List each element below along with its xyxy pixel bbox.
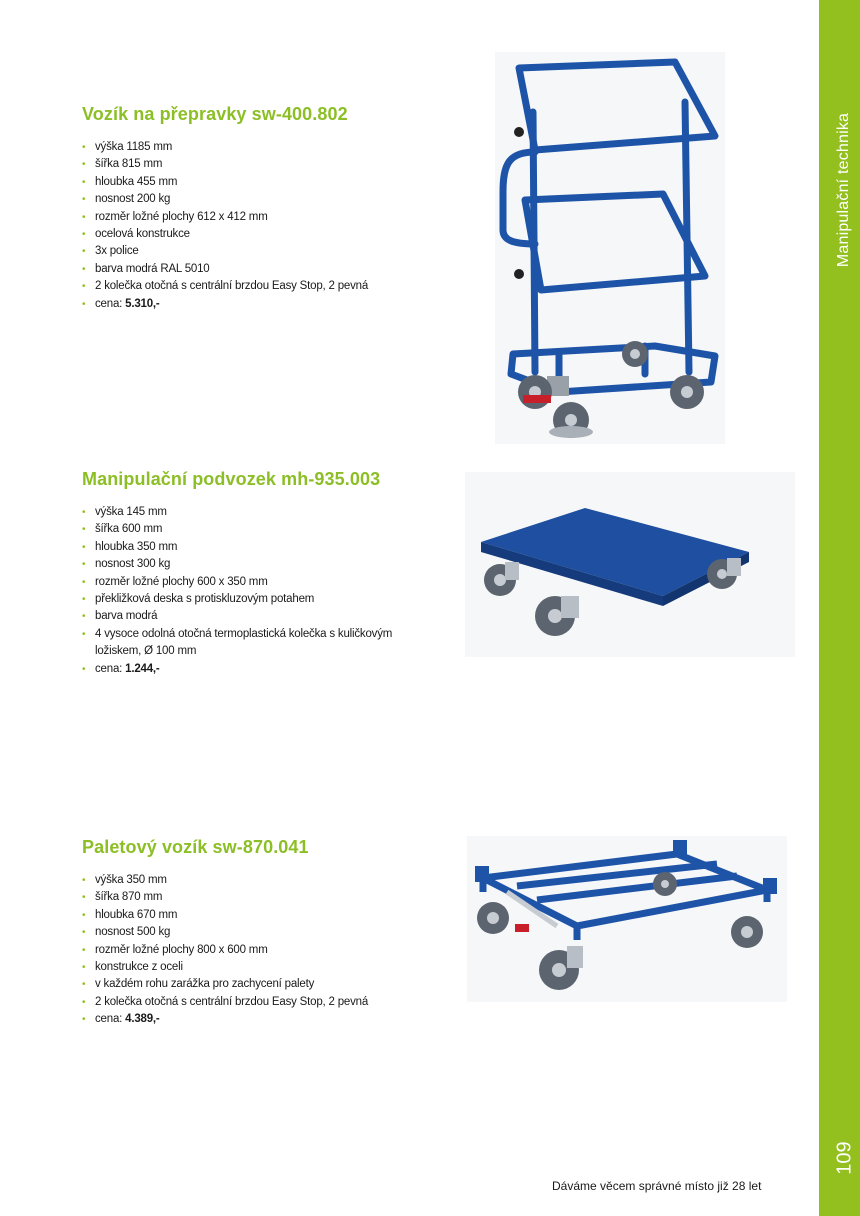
spec-item: • překližková deska s protiskluzovým potahem <box>82 591 435 608</box>
product-title: Vozík na přepravky sw-400.802 <box>82 104 348 124</box>
spec-item: • hloubka 350 mm <box>82 539 435 556</box>
spec-item: • výška 350 mm <box>82 872 368 889</box>
price-item <box>82 661 435 678</box>
product-dolly <box>82 469 435 678</box>
price-label: cena: <box>95 1013 126 1026</box>
spec-item: • nosnost 500 kg <box>82 924 368 941</box>
price-value: 1.244,- <box>125 662 160 675</box>
product-pallet-trolley <box>82 837 368 1029</box>
price-item <box>82 296 368 313</box>
spec-item: • barva modrá <box>82 608 435 625</box>
footer-slogan: Dáváme věcem správné místo již 28 let <box>552 1179 762 1193</box>
crate-trolley-image <box>495 52 725 444</box>
spec-list <box>82 872 368 1029</box>
spec-item: • 3x police <box>82 243 368 260</box>
spec-item: • hloubka 455 mm <box>82 174 368 191</box>
spec-item: • rozměr ložné plochy 612 x 412 mm <box>82 209 368 226</box>
spec-list <box>82 504 435 678</box>
spec-item: • 4 vysoce odolná otočná termoplastická kolečka s kuličkovým ložiskem, Ø 100 mm <box>82 626 435 661</box>
spec-item: • rozměr ložné plochy 600 x 350 mm <box>82 574 435 591</box>
spec-list <box>82 139 368 313</box>
page-number: 109 <box>833 1141 856 1175</box>
spec-item: • šířka 870 mm <box>82 889 368 906</box>
price-value: 4.389,- <box>125 1013 160 1026</box>
section-title: Manipulační technika <box>835 112 852 268</box>
spec-item: • konstrukce z oceli <box>82 959 368 976</box>
product-crate-trolley <box>82 104 368 313</box>
spec-item: • 2 kolečka otočná s centrální brzdou Easy Stop, 2 pevná <box>82 994 368 1011</box>
spec-item: • výška 1185 mm <box>82 139 368 156</box>
price-item <box>82 1011 368 1028</box>
spec-item: • nosnost 300 kg <box>82 556 435 573</box>
spec-item: • 2 kolečka otočná s centrální brzdou Easy Stop, 2 pevná <box>82 278 368 295</box>
spec-item: • ocelová konstrukce <box>82 226 368 243</box>
spec-item: • šířka 600 mm <box>82 521 435 538</box>
dolly-image <box>465 472 795 657</box>
price-label: cena: <box>95 662 126 675</box>
product-title: Manipulační podvozek mh-935.003 <box>82 469 381 489</box>
product-title: Paletový vozík sw-870.041 <box>82 837 309 857</box>
spec-item: • nosnost 200 kg <box>82 191 368 208</box>
spec-item: • výška 145 mm <box>82 504 435 521</box>
spec-item: • barva modrá RAL 5010 <box>82 261 368 278</box>
spec-item: • šířka 815 mm <box>82 156 368 173</box>
price-value: 5.310,- <box>125 297 160 310</box>
price-label: cena: <box>95 297 126 310</box>
spec-item: • hloubka 670 mm <box>82 907 368 924</box>
spec-item: • v každém rohu zarážka pro zachycení palety <box>82 976 368 993</box>
pallet-trolley-image <box>467 836 787 1002</box>
spec-item: • rozměr ložné plochy 800 x 600 mm <box>82 942 368 959</box>
